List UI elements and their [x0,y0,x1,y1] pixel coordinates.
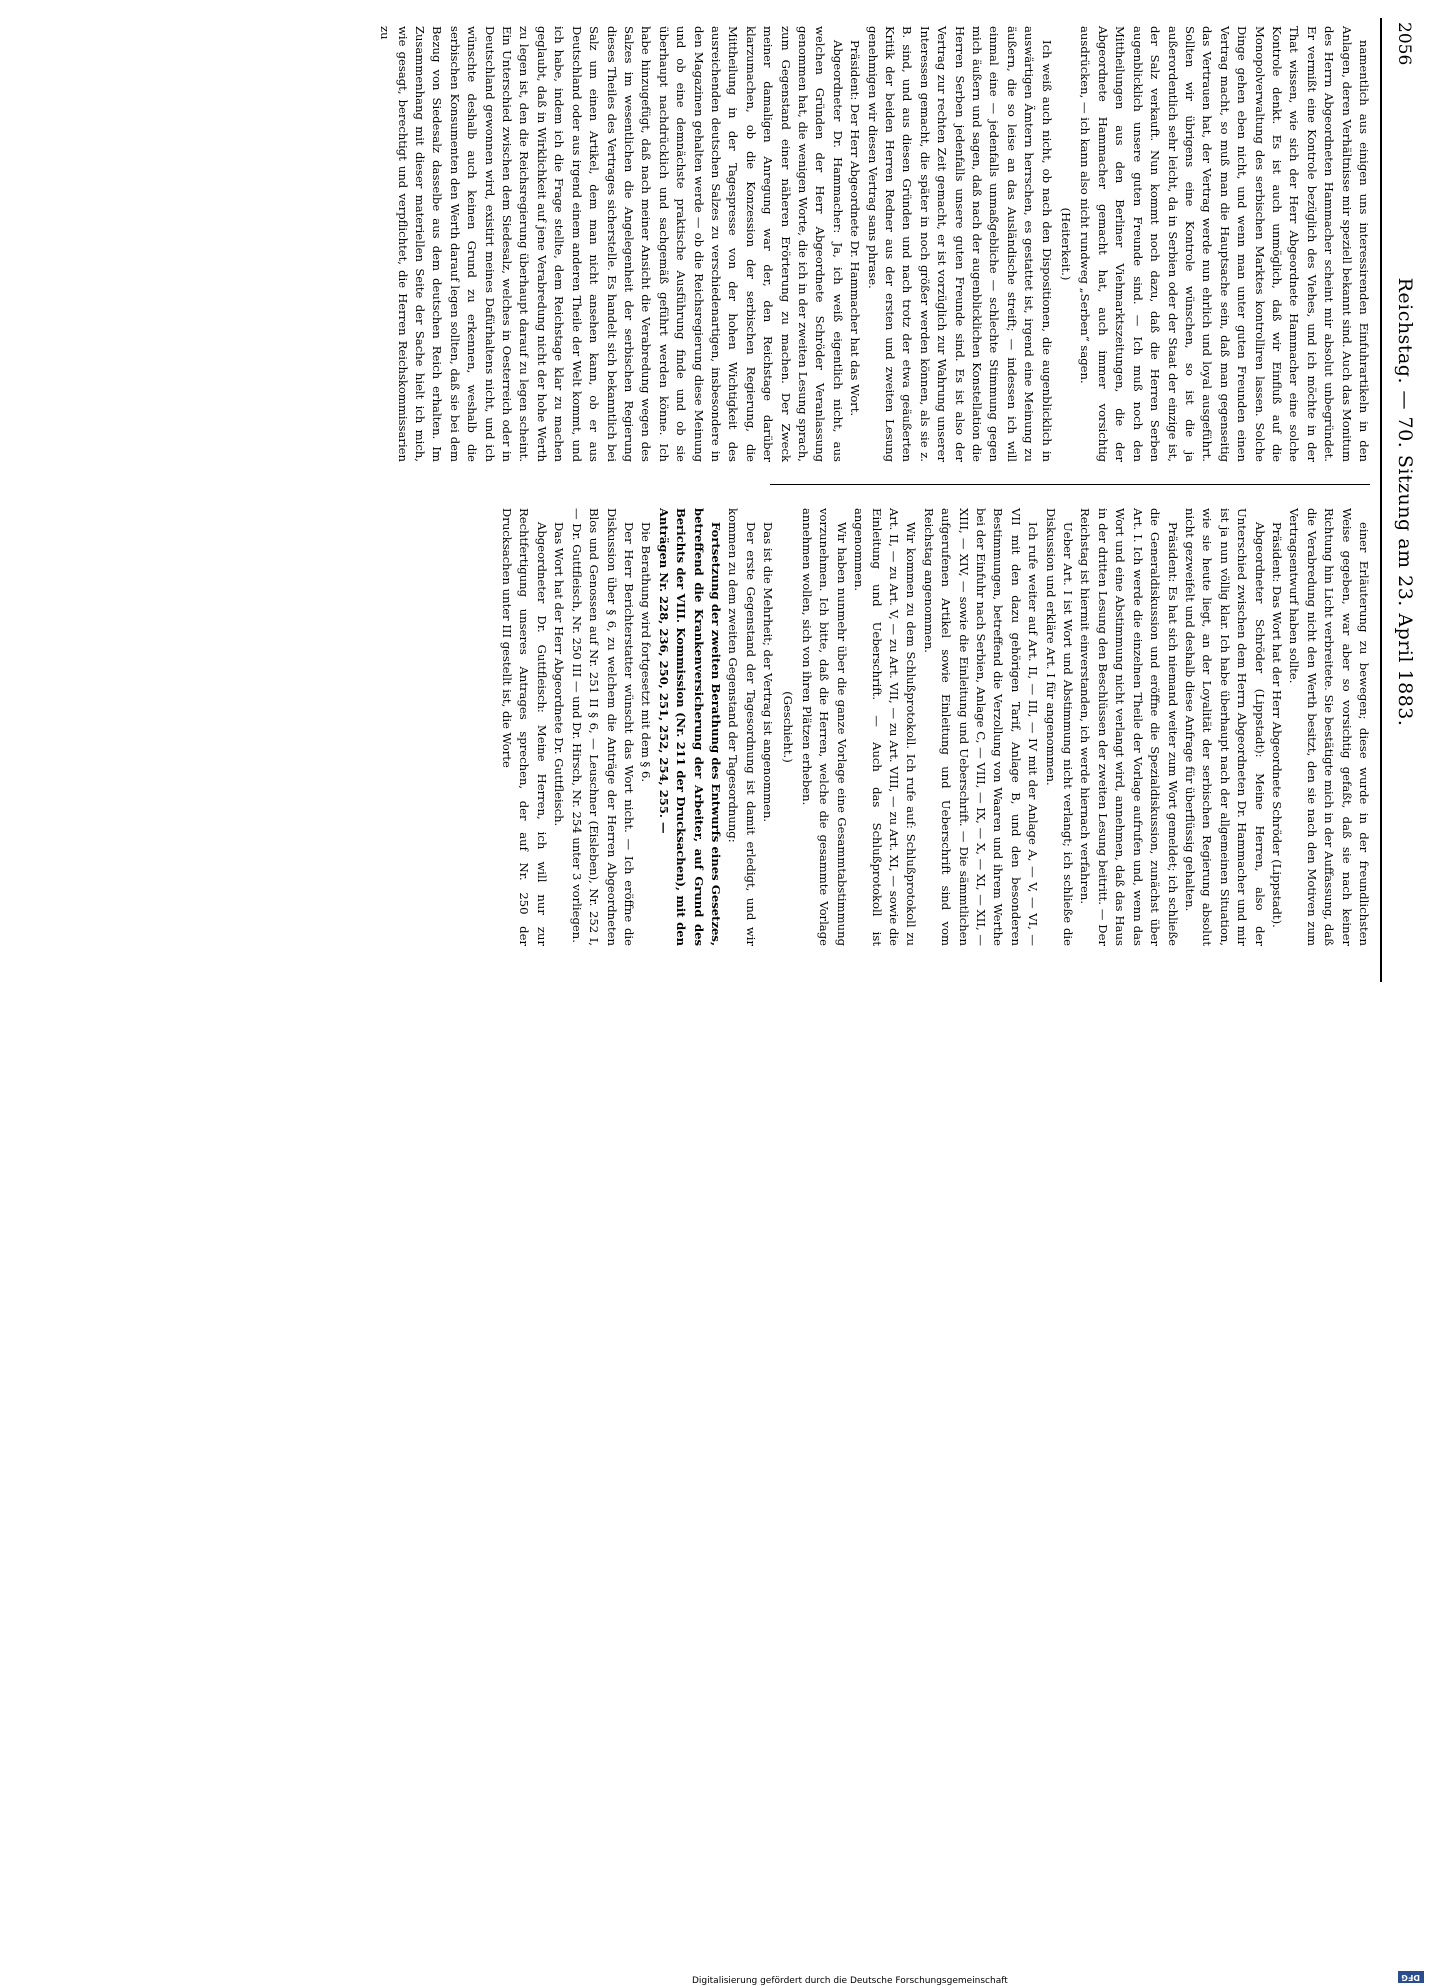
paragraph-speech: Abgeordneter Dr. Hammacher: Ja, ich weiß eigentlich nicht, aus welchen Gründen der Herr Abgeordnete Schröder Veranlassung genommen hat, die wenigen Worte, die ich in der zweiten Lesung sprach, zum Gegenstand einer näheren Erörterung zu machen. Der Zweck meiner damaligen Anregung war der, den Reichstage darüber klarzumachen, ob die Konzession der serbischen Regierung, die Mittheilung in der Tagespresse von der hohen Wichtigkeit des ausreichenden deutschen Salzes zu verschiedenartigen, insbesondere in den Magazinen gehalten werde — ob die Reichsregierung diese Meinung und ob eine demnächste praktische Ausführung finde und ob sie überhaupt nachdrücklich und sachgemäß geführt werden könne. Ich habe hinzugefügt, daß nach meiner Ansicht die Verabredung wegen des Salzes im wesentlichen die Angelegenheit der serbischen Regierung dieses Theiles des Vertrages sicherstelle. Es handelt sich bekanntlich bei Salz um einen Artikel, dem man nicht ansehen kann, ob er aus Deutschland oder aus irgend einem anderen Theile der Welt kommt, und ich habe, indem ich die Frage stellte, dem Reichstage klar zu machen geglaubt, daß in Wirklichkeit auf jene Verabredung nicht der hohe Werth zu legen ist, den die Reichsregierung überhaupt darauf zu legen scheint. Ein Unterschied zwischen dem Siedesalz, welches in Oesterreich oder in Deutschland gewonnen wird, existirt meines Dafürhaltens nicht, und ich wünschte deshalb auch keinen Grund zu erkennen, weshalb die serbischen Konsumenten den Werth darauf legen sollten, daß sie bei dem Bezug von Siedesalz dasselbe aus dem deutschen Reich erhalten. Im Zusammenhang mit dieser materiellen Seite der Sache hielt ich mich, wie gesagt, berechtigt und verpflichtet, die Herren Reichskommissarien zu [378,26,845,462]
digitization-margin [0,984,1432,1986]
header-rule [1380,18,1382,982]
paragraph-speaker: Präsident: Es hat sich niemand weiter zum Wort gemeldet; ich schließe die Generaldiskussion und eröffne die Spezialdiskussion, zunächst über Art. I. Ich werde die einzelnen Theile der Vorlage aufrufen und, wenn das Wort und eine Abstimmung nicht verlangt wird, annehmen, daß das Haus in der dritten Lesung den Beschlüssen der zweiten Lesung beitritt. — Der Reichstag ist hiermit einverstanden, ich werde hiernach verfahren. [1078,508,1180,946]
paragraph: Der Herr Berichterstatter wünscht das Wort nicht. — Ich eröffne die Diskussion über § 6, zu welchem die Anträge der Herren Abgeordneten Blos und Genossen auf Nr. 251 II § 6, — Leuschner (Eisleben), Nr. 252 I, — Dr. Guttfleisch, Nr. 250 III — und Dr. Hirsch, Nr. 254 unter 3 vorliegen. [569,508,636,946]
paragraph: Ich rufe weiter auf Art. II, — III, — IV mit der Anlage A, — V, — VI, — VII mit den dazu gehörigen Tarif, Anlage B, und den besonderen Bestimmungen, betreffend die Verzollung von Waaren und ihrem Werthe bei der Einfuhr nach Serbien, Anlage C, — VIII, — IX, — X, — XI, — XII, — XIII, — XIV, — sowie die Einleitung und Ueberschrift. — Die sämmtlichen aufgerufenen Artikel sowie Einleitung und Ueberschrift sind vom Reichstag angenommen. [921,508,1041,946]
paragraph: Wir haben nunmehr über die ganze Vorlage eine Gesammtabstimmung vorzunehmen. Ich bitte, daß die Herren, welche die gesammte Vorlage annehmen wollen, sich von ihren Plätzen erheben. [800,508,849,946]
paragraph-speech: Abgeordneter Dr. Guttfleisch: Meine Herren, ich will nur zur Rechtfertigung unseres Antrages sprechen, der auf Nr. 250 der Drucksachen unter III gestellt ist, die Worte [500,508,549,946]
paragraph: Die Berathung wird fortgesetzt mit dem § 6. [639,522,654,783]
paragraph-speaker: Präsident: Das Wort hat der Herr Abgeordnete Schröder (Lippstadt). [1269,522,1284,928]
paragraph-interjection: (Heiterkeit.) [1059,207,1074,281]
paragraph: Ich weiß auch nicht, ob nach den Dispositionen, die augenblicklich in auswärtigen Ämtern herrschen, es gestattet ist, irgend eine Meinung zu äußern, die so leise an das Ausländische streift; — indessen ich will einmal eine — jedenfalls unmaßgebliche — schlechte Stimmung gegen mich äußern und sagen, daß nach der augenblicklichen Konstellation die Herren Serben jedenfalls unsere guten Freunde sind. Es ist also der Vertrag zur rechten Zeit gemacht, er ist vorzüglich zur Wahrung unserer Interessen gemacht, die später in noch größer werden können, als sie z. B. sind, und aus diesen Gründen und nach trotz der etwa geäußerten Kritik der beiden Herren Redner aus der ersten und zweiten Lesung genehmigen wir diesen Vertrag sans phrase. [865,26,1054,462]
column-divider [770,484,1370,485]
paragraph-interjection: (Geschieht.) [780,691,795,763]
right-column [498,508,1372,946]
paragraph-speaker: Das Wort hat der Herr Abgeordnete Dr. Guttfleisch. [552,522,567,827]
running-title: Reichstag. — 70. Sitzung am 23. April 1883. [1394,277,1416,727]
dfg-logo: DFG [1398,1971,1424,1983]
page-number: 2056 [1394,22,1414,66]
digitization-note: Digitalisierung gefördert durch die Deutsche Forschungsgemeinschaft [692,1976,1008,1986]
agenda-item-heading: Fortsetzung der zweiten Berathung des Entwurfs eines Gesetzes, betreffend die Krankenversicherung der Arbeiter, auf Grund des Berichts der VIII. Kommission (Nr. 211 der Drucksachen), mit den Anträgen Nr. 228, 236, 250, 251, 252, 254, 255. — [656,508,723,946]
paragraph: Das ist die Mehrheit; der Vertrag ist angenommen. [761,522,776,823]
paragraph: einer Erläuterung zu bewegen; diese wurde in der freundlichsten Weise gegeben, war aber so vorsichtig gefaßt, daß sie nach keiner Richtung hin Licht verbreitete. Sie bestätigte mich in der Auffassung, daß die Verabredung nicht den Werth besitzt, den sie nach den Motiven zum Vertragsentwurf haben sollte. [1287,508,1371,946]
paragraph: Ueber Art. I ist Wort und Abstimmung nicht verlangt; ich schließe die Diskussion und erkläre Art. I für angenommen. [1043,508,1076,946]
paragraph-speech: Abgeordneter Schröder (Lippstadt): Meine Herren, also der Unterschied zwischen dem Herrn Abgeordneten Dr. Hammacher und mir ist ja nun völlig klar. Ich habe überhaupt nach der allgemeinen Situation, wie sie heute liegt, an der Loyalität der serbischen Regierung absolut nicht gezweifelt und deshalb diese Anfrage für überflüssig gehalten. [1182,508,1267,946]
paragraph: Der erste Gegenstand der Tagesordnung ist damit erledigt, und wir kommen zu dem zweiten Gegenstand der Tagesordnung: [726,508,758,946]
paragraph-speaker: Präsident: Der Herr Abgeordnete Dr. Hammacher hat das Wort. [848,40,863,417]
page-header [1388,22,1418,982]
paragraph: namentlich aus einigen uns interessirenden Einfuhrartikeln in den Anlagen, deren Verhältnisse mir speziell bekannt sind. Auch das Monitum des Herrn Abgeordneten Hammacher scheint mir absolut unbegründet. Er vermißt eine Kontrole bezüglich des Viehes, und ich möchte in der That wissen, wie sich der Herr Abgeordnete Hammacher eine solche Kontrole denkt. Es ist auch unmöglich, daß wir Einfluß auf die Monopolverwaltung des serbischen Marktes kontrolliren lassen. Solche Dinge gehen eben nicht, und wenn man unter guten Freunden einen Vertrag macht, so muß man die Hauptsache sein, daß man gegenseitig das Vertrauen hat, der Vertrag werde nun ehrlich und loyal ausgeführt. Sollten wir übrigens eine Kontrole wünschen, so ist die ja außerordentlich sehr leicht, da in Serbien oder der Staat der einzige ist, der Salz verkauft. Nun kommt noch dazu, daß die Herren Serben augenblicklich unsere guten Freunde sind. — Ich muß noch den Mittheilungen aus den Berliner Viehmarktszeitungen, die der Abgeordnete Hammacher gemacht hat, auch immer vorsichtig ausdrücken, — ich kann also nicht rundweg „Serben“ sagen. [1078,26,1371,462]
left-column [376,26,1372,462]
paragraph: Wir kommen zu dem Schlußprotokoll. Ich rufe auf: Schlußprotokoll zu Art. II, — zu Art. V, — zu Art. VII, — zu Art. VIII, — zu Art. XI, — sowie die Einleitung und Ueberschrift. — Auch das Schlußprotokoll ist angenommen. [852,508,919,946]
